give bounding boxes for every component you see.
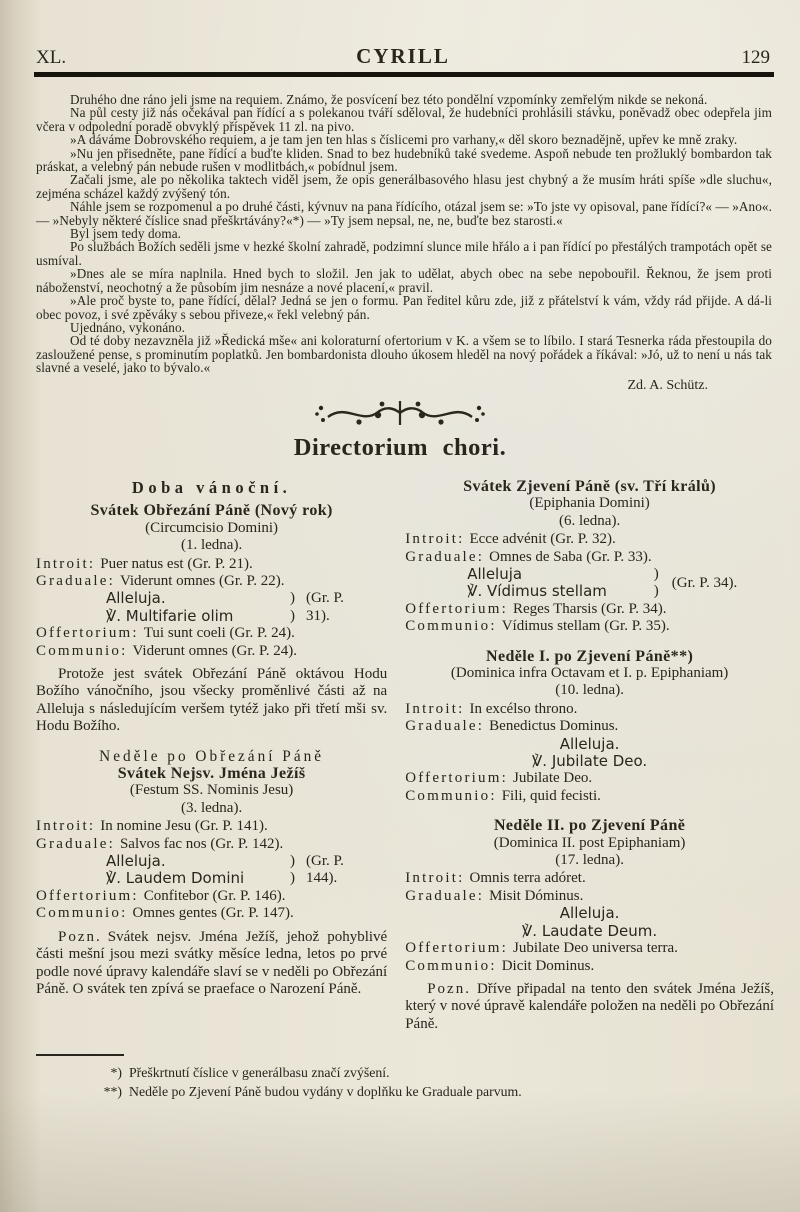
liturgy-text: Reges Tharsis (Gr. P. 34). [513,600,667,617]
liturgy-label: Offertorium: [36,625,139,642]
alleluia-text: Alleluja. [106,589,166,608]
alleluia-row [106,608,368,625]
footnote-separator [36,1054,124,1056]
feast-latin-name: (Dominica infra Octavam et I. p. Epiphaniam) [450,665,729,681]
article-paragraph: Náhle jsem se rozpomenul a po druhé části, kývnuv na pana řídícího, otázal jsem se: »To jste vy opisoval, pane řídící?« — »Ano«. — »Nebyly některé číslice snad přeškrtávány?«*) — »Ty jsem nepsal, ne, ne, buďte bez starosti.« [36,199,772,228]
alleluia-reference: 144). [306,870,338,887]
liturgy-text: Benedictus Dominus. [489,718,619,735]
feast-date: (3. ledna). [180,799,243,816]
liturgy-text: Omnis terra adóret. [469,870,586,887]
flourish-ornament-icon [0,398,800,428]
liturgy-label: Offertorium: [405,770,508,787]
footnote-marker: *) [110,1065,122,1081]
liturgy-line [405,601,774,618]
alleluia-row [467,566,670,583]
versicle-line: ℣. Laudate Deum. [522,921,658,940]
feast-date: (1. ledna). [180,537,243,554]
liturgy-label: Communio: [36,905,128,922]
volume-number: XL. [36,47,67,68]
alleluia-row [106,590,368,607]
liturgy-line [405,958,774,975]
liturgy-text: Puer natus est (Gr. P. 21). [100,555,253,572]
feast-title: Svátek Nejsv. Jména Ježíš [117,765,306,783]
article-paragraph: Byl jsem tedy doma. [70,226,182,242]
article-paragraph: Druhého dne ráno jeli jsme na requiem. Známo, že posvícení bez této pondělní vzpomínky zemřelým nikde se nekoná. [70,92,708,107]
alleluia-bracket: ) [290,590,295,607]
article-paragraph: Ujednáno, vykonáno. [70,319,186,335]
liturgy-text: Salvos fac nos (Gr. P. 142). [119,835,284,852]
alleluia-reference: 31). [306,607,330,624]
feast-title: Neděle II. po Zjevení Páně [493,817,686,835]
alleluia-rows [467,566,670,601]
liturgy-label: Offertorium: [405,600,508,617]
liturgy-line [405,718,774,735]
feast-date: (10. ledna). [555,682,624,699]
alleluia-text: Alleluja [467,564,523,583]
article-paragraph: Na půl cesty již nás očekával pan řídící a s polekanou tváří sděloval, že hudebníci prohlásili stávku, poněvadž obec odepřela jim včera v odpolední poradě obvyklý příspěvek 11 zl. na pivo. [36,105,772,134]
liturgy-text: Fili, quid fecisti. [501,787,601,804]
article-paragraph: Začali jsme, ale po několika taktech viděl jsem, že opis generálbasového hlasu jest chybný a že musím hráti spíše »dle sluchu«, zejména scházel každý zvýšený tón. [36,172,772,201]
liturgy-label: Communio: [36,642,128,659]
liturgy-text: Jubilate Deo universa terra. [513,940,678,957]
liturgy-label: Graduale: [405,887,485,904]
feast-block [405,648,774,806]
liturgy-text: In nomine Jesu (Gr. P. 141). [100,818,268,835]
alleluia-reference: (Gr. P. [306,853,344,870]
liturgy-label: Introit: [405,531,465,548]
alleluia-row [106,870,368,887]
liturgy-text: In excélso throno. [469,700,578,717]
feast-title: Svátek Obřezání Páně (Nový rok) [90,502,333,520]
liturgy-text: Confitebor (Gr. P. 146). [143,887,286,904]
liturgy-line [405,770,774,787]
alleluia-group [106,853,368,888]
footnote-text: Přeškrtnutí číslice v generálbasu značí zvýšení. [129,1065,390,1081]
alleluia-bracket: ) [290,607,295,624]
footnotes [36,1063,760,1101]
liturgy-line [36,573,387,590]
alleluia-group [106,590,368,625]
liturgy-label: Graduale: [36,835,115,852]
liturgy-line [36,818,387,835]
liturgy-text: Omnes gentes (Gr. P. 147). [132,905,294,922]
footnote [36,1063,760,1082]
liturgy-line [405,940,774,957]
article-paragraph: Od té doby nezavzněla již »Ředická mše« ani koloraturní ofertorium v K. a všem se to líbilo. I stará Tesnerka ráda přestoupila do zasloužené pense, s prominutím poplatků. Jen bombardonista dlouho úkosem hleděl na nový pořádek a říkával: »Jó, už to není u nás tak slavné a veselé, jako to bývalo.« [36,333,772,376]
note-paragraph [36,666,387,736]
alleluia-row [106,853,368,870]
note-text: Protože jest svátek Obřezání Páně oktávou Hodu Božího vánočního, jsou všecky proměnlivé části až na Alleluja s následujícím veršem tytéž jako při třetí mši sv. Hodu Božího. [36,666,388,735]
liturgy-line [405,531,774,548]
alleluia-bracket: ) [653,583,659,600]
feast-latin-name: (Circumcisio Domini) [145,519,279,536]
alleluia-group [467,566,737,601]
feast-latin-name: (Festum SS. Nominis Jesu) [129,782,294,799]
liturgy-line [405,870,774,887]
alleluia-bracket: ) [290,853,295,870]
liturgy-label: Graduale: [405,718,485,735]
feast-title: Neděle I. po Zjevení Páně**) [486,647,694,665]
liturgy-label: Introit: [36,555,96,572]
feast-date: (17. ledna). [555,852,624,869]
footnote-marker: **) [103,1084,122,1100]
liturgy-line [405,618,774,635]
versicle-line: ℣. Jubilate Deo. [532,752,648,771]
liturgy-label: Offertorium: [36,887,139,904]
feast-block [405,478,774,636]
article-body [36,93,772,375]
alleluia-text: ℣. Laudem Domini [106,869,245,888]
feast-date: (6. ledna). [558,512,621,529]
liturgy-line [36,836,387,853]
author-signature: Zd. A. Schütz. [627,377,708,393]
alleluia-line: Alleluja. [559,904,620,923]
feast-title: Svátek Zjevení Páně (sv. Tří králů) [463,477,717,495]
feast-block [36,748,387,999]
page-header [0,0,800,69]
season-heading: Doba vánoční. [131,477,292,497]
alleluia-text: ℣. Vídimus stellam [467,582,607,601]
right-column [405,478,774,1045]
page-number: 129 [741,47,770,68]
liturgy-line [36,625,387,642]
liturgy-text: Omnes de Saba (Gr. P. 33). [489,548,652,565]
article-paragraph: Po službách Božích seděli jsme v hezké školní zahradě, podzimní slunce mile hřálo a i pan řídící po přestálých trampotách opět se usmíval. [36,239,772,268]
journal-title: CYRILL [356,44,450,68]
alleluia-reference: (Gr. P. 34). [671,574,738,591]
note-paragraph [405,981,774,1033]
liturgy-label: Introit: [36,818,96,835]
article-paragraph: »Nu jen přisedněte, pane řídící a buďte kliden. Snad to bez hudebníků také svedeme. Aspoň nebude ten prožluklý bombardon tak práskat, a velebný pán nebude rušen v modlitbách,« pobídnul jsem. [36,145,772,175]
liturgy-text: Tui sunt coeli (Gr. P. 24). [143,625,295,642]
liturgy-label: Communio: [405,787,497,804]
liturgy-text: Ecce advénit (Gr. P. 32). [469,531,616,548]
liturgy-label: Offertorium: [405,940,508,957]
note-text: Dříve připadal na tento den svátek Jména Ježíš, který v nové úpravě kalendáře položen na neděli po Obřezání Páně. [405,980,774,1032]
liturgy-label: Graduale: [36,572,115,589]
liturgy-text: Viderunt omnes (Gr. P. 24). [132,642,297,659]
liturgy-text: Viderunt omnes (Gr. P. 22). [119,572,285,589]
feast-latin-name: (Dominica II. post Epiphaniam) [493,834,686,851]
liturgy-line [36,643,387,660]
article-paragraph: »Dnes ale se míra naplnila. Hned bych to složil. Jen jak to udělat, abych obec na sebe nepobouřil. Řeknou, že jsem proti náboženství, neochotný a že působím jim nesnáze a nové placení,« pravil. [36,266,772,295]
liturgy-text: Jubilate Deo. [513,770,593,787]
alleluia-line: Alleluja. [559,734,620,753]
liturgy-label: Introit: [405,870,465,887]
alleluia-text: ℣. Multifarie olim [106,606,234,625]
liturgy-line [36,905,387,922]
section-title: Directorium chori. [293,433,507,461]
note-paragraph [36,929,387,999]
liturgy-label: Introit: [405,700,465,717]
feast-latin-name: (Epiphania Domini) [529,495,650,512]
liturgy-line [405,788,774,805]
article-paragraph: »A dáváme Dobrovského requiem, a je tam jen ten hlas s číslicemi pro varhany,« děl skoro beznadějně, upřev ke mně zraky. [70,132,738,148]
liturgy-text: Dicit Dominus. [501,957,595,974]
note-label: Pozn. [427,980,471,997]
feast-pre-heading: Neděle po Obřezání Páně [99,747,325,765]
alleluia-bracket: ) [653,565,659,582]
liturgy-line [36,556,387,573]
liturgy-line [405,701,774,718]
article-paragraph: »Ale proč byste to, pane řídící, dělal? Jedná se jen o formu. Pan ředitel kůru zde, již z přátelství k vám, vždy rád přijde. A dá-li obec povoz, i své zpěváky s sebou přiveze,« řekl velebný pán. [36,293,772,322]
alleluia-text: Alleluja. [106,852,166,871]
footnote-text: Neděle po Zjevení Páně budou vydány v doplňku ke Graduale parvum. [129,1084,522,1100]
liturgy-label: Graduale: [405,548,485,565]
alleluia-reference: (Gr. P. [306,590,344,607]
liturgy-text: Misit Dóminus. [489,887,584,904]
feast-block [405,817,774,1033]
directorium-columns [36,478,774,1045]
note-text: Svátek nejsv. Jména Ježíš, jehož pohyblivé části mešní jsou mezi svátky měsíce ledna, letos po prvé podle nové úpravy kalendáře slaví se v neděli po Obřezání Páně. O svátek ten zpívá se praeface o Narození Páně. [36,928,388,997]
alleluia-row [467,583,670,600]
liturgy-label: Communio: [405,618,497,635]
liturgy-line [405,888,774,905]
feast-block [36,502,387,735]
liturgy-line [36,888,387,905]
header-rule [34,72,774,77]
alleluia-bracket: ) [290,870,295,887]
liturgy-label: Communio: [405,957,497,974]
liturgy-text: Vídimus stellam (Gr. P. 35). [501,618,670,635]
left-column [36,478,387,1045]
footnote [36,1082,760,1101]
note-label: Pozn. [58,928,102,945]
liturgy-line [405,549,774,566]
